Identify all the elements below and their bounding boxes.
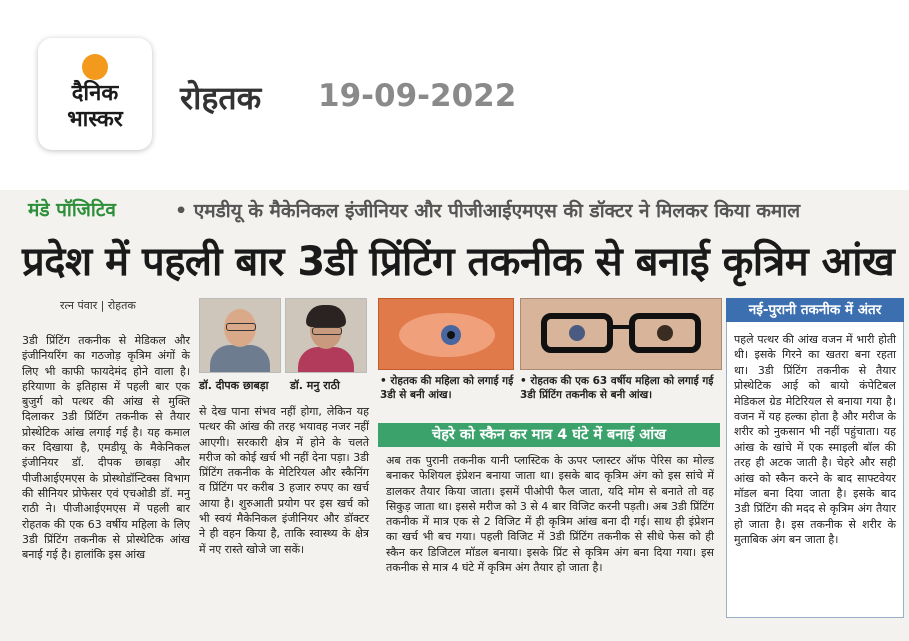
city-name: रोहतक (180, 79, 262, 117)
section-tagline: मंडे पॉजिटिव (28, 199, 116, 221)
image2-caption: • रोहतक की एक 63 वर्षीय महिला को लगाई गई 3डी प्रिंटिंग तकनीक से बनी आंख। (520, 375, 714, 401)
headline: प्रदेश में पहली बार 3डी प्रिंटिंग तकनीक से बनाई कृत्रिम आंख (22, 239, 895, 285)
box-text: अब तक पुरानी तकनीक यानी प्लास्टिक के ऊपर प्लास्टर ऑफ पेरिस का मोल्ड बनाकर फेशियल इंप्रेशन बनाया जाता था। इसके बाद कृत्रिम अंग को इस सांचे में डालकर तैयार किया जाता। इसमें पीओपी फैल जाता, यदि मोम से बनाते तो वह सिकुड़ जाता था। इससे मरीज को 3 से 4 बार विजिट करनी पड़ती। अब 3डी प्रिंटिंग तकनीक में मात्र एक से 2 विजिट में ही कृत्रिम आंख बना दी गई। साथ ही इंप्रेशन का खर्च भी बच गया। पहली विजिट में 3डी प्रिंटिंग तकनीक से सीधे फेस को ही स्कैन कर डिजिटल मॉडल बनाया। इसके प्रिंट से कृत्रिम अंग बना दिया गया। इस तकनीक से मात्र 4 घंटे में कृत्रिम अंग तैयार हो जाता है। (386, 454, 714, 575)
photo-dr-manu (285, 298, 367, 373)
photo1-caption: डॉ. दीपक छाबड़ा (199, 379, 269, 392)
side-heading: नई-पुरानी तकनीक में अंतर (726, 298, 904, 322)
photo-dr-deepak (199, 298, 281, 373)
patient-face-image (520, 298, 722, 370)
logo-line1: दैनिक (71, 81, 119, 106)
edition-date: 19-09-2022 (318, 78, 517, 114)
kicker-line: • एमडीयू के मैकेनिकल इंजीनियर और पीजीआईएमएस की डॉक्टर ने मिलकर किया कमाल (175, 200, 801, 222)
box-heading: चेहरे को स्कैन कर मात्र 4 घंटे में बनाई आंख (378, 423, 720, 447)
logo-line2: भास्कर (67, 107, 123, 132)
image1-caption: • रोहतक की महिला को लगाई गई 3डी से बनी आंख। (380, 375, 514, 401)
side-text: पहले पत्थर की आंख वजन में भारी होती थी। इसके गिरने का खतरा बना रहता था। 3डी प्रिंटिंग तकनीक से तैयार प्रोस्थेटिक आई को बायो कंपेटिबल मेडिकल ग्रेड मेटिरियल से बनाया गया है। वजन में यह हल्का होता है और मरीज के शरीर को नुकसान भी नहीं पहुंचाता। यह आंख के खांचे में एक स्माइली बॉल की तरह ही अटक जाती है। चेहरे और सही आंख को स्कैन करने के बाद साफ्टवेयर मॉडल बना दिया जाता है। इसके बाद 3डी प्रिंटिंग की मदद से कृत्रिम अंग तैयार हो जाता है। इस तकनीक से शरीर के मुताबिक अंग बन जाता है। (734, 333, 896, 547)
article-column-1: 3डी प्रिंटिंग तकनीक से मेडिकल और इंजीनियरिंग का गठजोड़ कृत्रिम अंगों के लिए भी काफी फायदेमंद होने वाला है। हरियाणा के इतिहास में पहली बार एक बुजुर्ग को पत्थर की आंख से मुक्ति दिलाकर 3डी प्रिंटिंग तकनीक से तैयार प्रोस्थेटिक आंख लगाई गई है। यह कमाल कर दिखाया है, एमडीयू के मैकेनिकल इंजीनियर डॉ. दीपक छाबड़ा और पीजीआईएमएस के प्रोस्थोडॉन्टिक्स विभाग की सीनियर प्रोफेसर एवं एचओडी डॉ. मनु राठी ने। पीजीआईएमएस में पहली बार रोहतक की एक 63 वर्षीय महिला के लिए 3डी प्रिंटिंग तकनीक से प्रोस्थेटिक आंख बनाई गई है। हालांकि इस आंख (22, 334, 190, 562)
photo2-caption: डॉ. मनु राठी (290, 379, 340, 392)
prosthetic-eye-image (378, 298, 514, 370)
byline: रत्न पंवार | रोहतक (60, 299, 136, 312)
sun-icon (82, 54, 108, 80)
article-column-2: से देख पाना संभव नहीं होगा, लेकिन यह पत्थर की आंख की तरह भयावह नजर नहीं आएगी। सरकारी क्षेत्र में होने के चलते मरीज को कोई खर्च भी नहीं देना पड़ा। 3डी प्रिंटिंग तकनीक के मेटिरियल और स्कैनिंग व प्रिंटिंग पर करीब 3 हजार रुपए का खर्च आया है। शुरुआती प्रयोग पर इस खर्च को भी स्वयं मैकेनिकल इंजीनियर और डॉक्टर ने ही वहन किया है, ताकि स्वास्थ्य के क्षेत्र में नए रास्ते खोजे जा सकें। (199, 405, 369, 556)
dainik-bhaskar-logo (38, 38, 152, 150)
